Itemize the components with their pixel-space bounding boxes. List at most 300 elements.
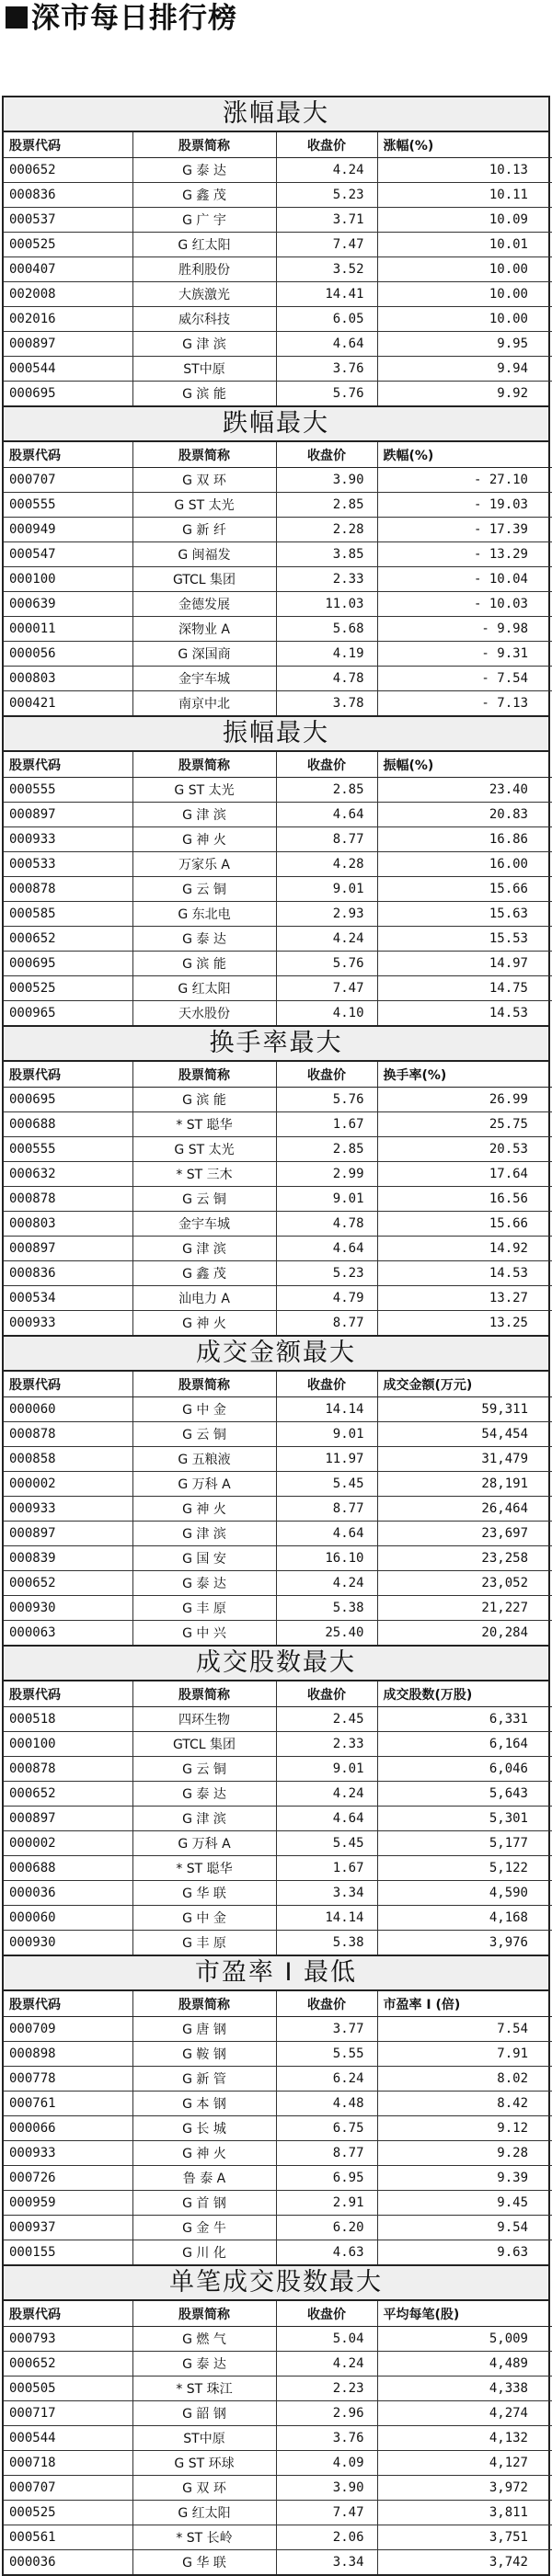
table-row xyxy=(4,307,552,332)
close-price-cell: 6.05 xyxy=(276,307,377,332)
stock-name-cell: G 云 铜 xyxy=(132,1757,276,1782)
column-header: 收盘价 xyxy=(276,1991,377,2017)
stock-name-cell: G 新 纤 xyxy=(132,518,276,542)
stock-name-cell: * ST 聪华 xyxy=(132,1856,276,1881)
metric-value-cell: 25.75 xyxy=(377,1112,552,1137)
section-title: 成交股数最大 xyxy=(4,1647,548,1681)
stock-code-cell: 000155 xyxy=(4,2240,132,2265)
column-header: 收盘价 xyxy=(276,1372,377,1397)
stock-code-cell: 000858 xyxy=(4,1447,132,1472)
table-row xyxy=(4,332,552,357)
close-price-cell: 2.23 xyxy=(276,2377,377,2401)
table-row xyxy=(4,2352,552,2377)
column-header: 收盘价 xyxy=(276,2301,377,2327)
close-price-cell: 9.01 xyxy=(276,1757,377,1782)
stock-code-cell: 000695 xyxy=(4,382,132,406)
table-row xyxy=(4,2191,552,2216)
stock-code-cell: 000652 xyxy=(4,2352,132,2377)
stock-name-cell: G 滨 能 xyxy=(132,382,276,406)
stock-name-cell: G 长 城 xyxy=(132,2116,276,2141)
stock-code-cell: 000544 xyxy=(4,2426,132,2451)
stock-code-cell: 000002 xyxy=(4,1831,132,1856)
close-price-cell: 4.64 xyxy=(276,1237,377,1261)
table-row xyxy=(4,1782,552,1807)
metric-value-cell: 13.27 xyxy=(377,1286,552,1311)
metric-value-cell: 10.09 xyxy=(377,208,552,233)
metric-value-cell: 15.66 xyxy=(377,877,552,902)
close-price-cell: 7.47 xyxy=(276,976,377,1001)
stock-name-cell: G 津 滨 xyxy=(132,332,276,357)
close-price-cell: 3.85 xyxy=(276,542,377,567)
close-price-cell: 14.14 xyxy=(276,1397,377,1422)
stock-code-cell: 000937 xyxy=(4,2216,132,2240)
stock-code-cell: 000066 xyxy=(4,2116,132,2141)
stock-code-cell: 000534 xyxy=(4,1286,132,1311)
section-title: 涨幅最大 xyxy=(4,97,548,132)
table-row xyxy=(4,976,552,1001)
close-price-cell: 7.47 xyxy=(276,233,377,257)
column-header: 市盈率 I (倍) xyxy=(377,1991,552,2017)
stock-code-cell: 000933 xyxy=(4,827,132,852)
table-row xyxy=(4,2116,552,2141)
metric-value-cell: 3,742 xyxy=(489,2555,528,2570)
stock-code-cell: 000421 xyxy=(4,691,132,716)
stock-code-cell: 000525 xyxy=(4,233,132,257)
close-price-cell: 4.24 xyxy=(276,1571,377,1596)
metric-value-cell: 8.02 xyxy=(377,2067,552,2092)
close-price-cell: 2.33 xyxy=(276,1732,377,1757)
table-row xyxy=(4,1807,552,1831)
stock-code-cell: 000547 xyxy=(4,542,132,567)
stock-code-cell: 000930 xyxy=(4,1931,132,1955)
stock-name-cell: 金宇车城 xyxy=(132,1212,276,1237)
metric-value-cell: 14.75 xyxy=(377,976,552,1001)
stock-name-cell: G 津 滨 xyxy=(132,803,276,827)
ranking-section xyxy=(2,96,550,405)
section-title: 市盈率 I 最低 xyxy=(4,1956,548,1991)
close-price-cell: 14.41 xyxy=(276,282,377,307)
stock-name-cell: GTCL 集团 xyxy=(132,567,276,592)
close-price-cell: 4.10 xyxy=(276,1001,377,1026)
table-row xyxy=(4,1856,552,1881)
table-row xyxy=(4,1497,552,1522)
table-row xyxy=(4,1162,552,1187)
stock-code-cell: 000652 xyxy=(4,1782,132,1807)
table-row xyxy=(4,1088,552,1112)
metric-value-cell: 10.01 xyxy=(377,233,552,257)
stock-name-cell: G 丰 原 xyxy=(132,1596,276,1621)
stock-code-cell: 000898 xyxy=(4,2042,132,2067)
metric-value-cell: 4,168 xyxy=(377,1906,552,1931)
metric-value-cell: 9.12 xyxy=(377,2116,552,2141)
stock-code-cell: 000897 xyxy=(4,1807,132,1831)
stock-code-cell: 000878 xyxy=(4,1187,132,1212)
stock-code-cell: 000709 xyxy=(4,2017,132,2042)
table-row xyxy=(4,1237,552,1261)
close-price-cell: 4.24 xyxy=(276,927,377,952)
metric-value-cell: 4,590 xyxy=(377,1881,552,1906)
metric-value-cell: 10.00 xyxy=(377,257,552,282)
close-price-cell: 4.64 xyxy=(276,1807,377,1831)
stock-name-cell: 金宇车城 xyxy=(132,667,276,691)
stock-name-cell: G 万科 A xyxy=(132,1831,276,1856)
stock-code-cell: 000537 xyxy=(4,208,132,233)
stock-name-cell: 金德发展 xyxy=(132,592,276,617)
stock-code-cell: 000933 xyxy=(4,1311,132,1336)
stock-code-cell: 000718 xyxy=(4,2451,132,2476)
metric-value-cell: 26.99 xyxy=(377,1088,552,1112)
close-price-cell: 2.85 xyxy=(276,1137,377,1162)
close-price-cell: 16.10 xyxy=(276,1546,377,1571)
stock-code-cell: 000533 xyxy=(4,852,132,877)
table-row xyxy=(4,382,552,406)
column-header: 股票简称 xyxy=(132,1991,276,2017)
stock-code-cell: 000555 xyxy=(4,493,132,518)
close-price-cell: 2.85 xyxy=(276,778,377,803)
close-price-cell: 8.77 xyxy=(276,1311,377,1336)
column-header: 股票简称 xyxy=(132,2301,276,2327)
metric-value-cell: 10.00 xyxy=(377,282,552,307)
ranking-table xyxy=(4,442,552,715)
column-header: 股票简称 xyxy=(132,132,276,158)
section-title: 单笔成交股数最大 xyxy=(4,2266,548,2301)
section-title: 振幅最大 xyxy=(4,717,548,752)
table-row xyxy=(4,2092,552,2116)
metric-value-cell: 3,976 xyxy=(489,1935,528,1950)
metric-value-cell: 7.91 xyxy=(377,2042,552,2067)
close-price-cell: 3.77 xyxy=(276,2017,377,2042)
metric-value-cell: 4,132 xyxy=(377,2426,552,2451)
metric-value-cell: 5,301 xyxy=(377,1807,552,1831)
stock-name-cell: 大族激光 xyxy=(132,282,276,307)
close-price-cell: 3.34 xyxy=(276,2550,377,2575)
close-price-cell: 2.99 xyxy=(276,1162,377,1187)
stock-code-cell: 000002 xyxy=(4,1472,132,1497)
ranking-section xyxy=(2,1645,550,1955)
stock-name-cell: G 泰 达 xyxy=(132,1571,276,1596)
stock-name-cell: * ST 长岭 xyxy=(132,2525,276,2550)
stock-code-cell: 000652 xyxy=(4,158,132,183)
close-price-cell: 5.76 xyxy=(276,952,377,976)
close-price-cell: 4.64 xyxy=(276,332,377,357)
close-price-cell: 3.76 xyxy=(276,2426,377,2451)
stock-name-cell: * ST 珠江 xyxy=(132,2377,276,2401)
stock-name-cell: G 闽福发 xyxy=(132,542,276,567)
stock-name-cell: G 云 铜 xyxy=(132,1422,276,1447)
metric-value-cell: - 19.03 xyxy=(377,493,552,518)
table-row xyxy=(4,567,552,592)
column-header: 换手率(%) xyxy=(377,1062,552,1088)
table-row xyxy=(4,803,552,827)
stock-name-cell: G 国 安 xyxy=(132,1546,276,1571)
close-price-cell: 5.23 xyxy=(276,183,377,208)
table-row xyxy=(4,1831,552,1856)
table-row xyxy=(4,158,552,183)
column-header: 股票代码 xyxy=(4,1681,132,1707)
ranking-sections xyxy=(2,96,550,2576)
table-row xyxy=(4,2451,552,2476)
metric-value-cell: 14.97 xyxy=(377,952,552,976)
table-row xyxy=(4,2501,552,2525)
metric-value-cell: 9.45 xyxy=(377,2191,552,2216)
column-header: 股票简称 xyxy=(132,752,276,778)
table-header-row xyxy=(4,442,552,468)
stock-code-cell: 000930 xyxy=(4,1596,132,1621)
metric-value-cell: 5,009 xyxy=(377,2327,552,2352)
table-row xyxy=(4,2042,552,2067)
stock-name-cell: G 首 钢 xyxy=(132,2191,276,2216)
stock-code-cell: 000897 xyxy=(4,803,132,827)
table-row xyxy=(4,592,552,617)
metric-value-cell: 3,751 xyxy=(377,2525,552,2550)
stock-name-cell: 南京中北 xyxy=(132,691,276,716)
stock-name-cell: G 滨 能 xyxy=(132,1088,276,1112)
stock-name-cell: G 神 火 xyxy=(132,2141,276,2166)
stock-name-cell: G 泰 达 xyxy=(132,1782,276,1807)
stock-code-cell: 000525 xyxy=(4,2501,132,2525)
metric-value-cell: 14.53 xyxy=(377,1261,552,1286)
table-row xyxy=(4,667,552,691)
table-row xyxy=(4,1707,552,1732)
stock-name-cell: G 云 铜 xyxy=(132,1187,276,1212)
ranking-table xyxy=(4,1681,552,1955)
table-row xyxy=(4,1187,552,1212)
column-header: 股票代码 xyxy=(4,1991,132,2017)
stock-code-cell: 000056 xyxy=(4,642,132,667)
metric-value-cell: 6,164 xyxy=(377,1732,552,1757)
table-row xyxy=(4,1422,552,1447)
metric-value-cell: 26,464 xyxy=(377,1497,552,1522)
stock-name-cell: * ST 三木 xyxy=(132,1162,276,1187)
table-row xyxy=(4,468,552,493)
stock-name-cell: G 丰 原 xyxy=(132,1931,276,1955)
close-price-cell: 2.85 xyxy=(276,493,377,518)
stock-name-cell: G 中 金 xyxy=(132,1397,276,1422)
metric-value-cell: 20.83 xyxy=(377,803,552,827)
close-price-cell: 2.06 xyxy=(276,2525,377,2550)
stock-code-cell: 000585 xyxy=(4,902,132,927)
stock-code-cell: 000726 xyxy=(4,2166,132,2191)
close-price-cell: 2.91 xyxy=(276,2191,377,2216)
ranking-table xyxy=(4,1991,552,2264)
metric-value-cell: 20,284 xyxy=(481,1625,528,1640)
close-price-cell: 25.40 xyxy=(276,1621,377,1646)
close-price-cell: 8.77 xyxy=(276,2141,377,2166)
close-price-cell: 1.67 xyxy=(276,1856,377,1881)
metric-value-cell: 9.63 xyxy=(497,2245,528,2260)
stock-name-cell: G 东北电 xyxy=(132,902,276,927)
metric-value-cell: 9.92 xyxy=(497,386,528,401)
table-row xyxy=(4,1286,552,1311)
metric-value-cell: 59,311 xyxy=(377,1397,552,1422)
stock-code-cell: 000011 xyxy=(4,617,132,642)
table-header-row xyxy=(4,2301,552,2327)
stock-code-cell: 000695 xyxy=(4,952,132,976)
stock-name-cell: G 华 联 xyxy=(132,1881,276,1906)
stock-name-cell: G 新 管 xyxy=(132,2067,276,2092)
column-header: 涨幅(%) xyxy=(377,132,552,158)
stock-name-cell: G 中 金 xyxy=(132,1906,276,1931)
table-row xyxy=(4,257,552,282)
close-price-cell: 4.79 xyxy=(276,1286,377,1311)
table-row xyxy=(4,2377,552,2401)
close-price-cell: 5.76 xyxy=(276,382,377,406)
stock-name-cell: G 津 滨 xyxy=(132,1522,276,1546)
metric-value-cell: 5,122 xyxy=(377,1856,552,1881)
ranking-section xyxy=(2,2264,550,2576)
table-row xyxy=(4,852,552,877)
column-header: 股票代码 xyxy=(4,1062,132,1088)
column-header: 收盘价 xyxy=(276,1681,377,1707)
close-price-cell: 3.90 xyxy=(276,2476,377,2501)
stock-name-cell: G 万科 A xyxy=(132,1472,276,1497)
close-price-cell: 11.97 xyxy=(276,1447,377,1472)
close-price-cell: 2.45 xyxy=(276,1707,377,1732)
close-price-cell: 6.20 xyxy=(276,2216,377,2240)
close-price-cell: 11.03 xyxy=(276,592,377,617)
table-row xyxy=(4,877,552,902)
column-header: 收盘价 xyxy=(276,752,377,778)
stock-name-cell: G 金 牛 xyxy=(132,2216,276,2240)
table-header-row xyxy=(4,1372,552,1397)
close-price-cell: 3.76 xyxy=(276,357,377,382)
metric-value-cell: 9.39 xyxy=(377,2166,552,2191)
stock-code-cell: 000878 xyxy=(4,877,132,902)
table-row xyxy=(4,2550,552,2575)
close-price-cell: 7.47 xyxy=(276,2501,377,2525)
metric-value-cell: 23,258 xyxy=(377,1546,552,1571)
stock-code-cell: 002008 xyxy=(4,282,132,307)
metric-value-cell: - 9.98 xyxy=(377,617,552,642)
metric-value-cell: - 27.10 xyxy=(377,468,552,493)
metric-value-cell: 4,274 xyxy=(377,2401,552,2426)
close-price-cell: 5.04 xyxy=(276,2327,377,2352)
stock-name-cell: G 鑫 茂 xyxy=(132,183,276,208)
ranking-section xyxy=(2,405,550,715)
page-title: 深市每日排行榜 xyxy=(31,2,237,35)
stock-code-cell: 000803 xyxy=(4,667,132,691)
column-header: 股票代码 xyxy=(4,752,132,778)
stock-code-cell: 000407 xyxy=(4,257,132,282)
close-price-cell: 4.24 xyxy=(276,158,377,183)
metric-value-cell: 16.56 xyxy=(377,1187,552,1212)
section-title: 成交金额最大 xyxy=(4,1337,548,1372)
table-row xyxy=(4,2141,552,2166)
table-row xyxy=(4,1137,552,1162)
metric-value-cell: 6,331 xyxy=(377,1707,552,1732)
table-row xyxy=(4,1931,552,1955)
close-price-cell: 4.78 xyxy=(276,1212,377,1237)
metric-value-cell: - 7.13 xyxy=(481,696,528,711)
metric-value-cell: 6,046 xyxy=(377,1757,552,1782)
metric-value-cell: 23,052 xyxy=(377,1571,552,1596)
stock-code-cell: 000688 xyxy=(4,1856,132,1881)
close-price-cell: 5.45 xyxy=(276,1831,377,1856)
column-header: 股票代码 xyxy=(4,1372,132,1397)
stock-code-cell: 000100 xyxy=(4,567,132,592)
stock-name-cell: G ST 太光 xyxy=(132,493,276,518)
stock-name-cell: G 津 滨 xyxy=(132,1237,276,1261)
stock-name-cell: G 双 环 xyxy=(132,2476,276,2501)
close-price-cell: 6.24 xyxy=(276,2067,377,2092)
table-row xyxy=(4,1906,552,1931)
metric-value-cell: - 10.03 xyxy=(377,592,552,617)
metric-value-cell: 54,454 xyxy=(377,1422,552,1447)
column-header: 成交金额(万元) xyxy=(377,1372,552,1397)
stock-code-cell: 000959 xyxy=(4,2191,132,2216)
stock-name-cell: G 红太阳 xyxy=(132,233,276,257)
column-header: 股票简称 xyxy=(132,1681,276,1707)
column-header: 成交股数(万股) xyxy=(377,1681,552,1707)
stock-name-cell: 汕电力 A xyxy=(132,1286,276,1311)
table-row xyxy=(4,2476,552,2501)
close-price-cell: 2.28 xyxy=(276,518,377,542)
table-row xyxy=(4,1261,552,1286)
close-price-cell: 2.93 xyxy=(276,902,377,927)
table-row xyxy=(4,902,552,927)
close-price-cell: 4.63 xyxy=(276,2240,377,2265)
table-row xyxy=(4,2017,552,2042)
table-row xyxy=(4,2401,552,2426)
stock-code-cell: 000949 xyxy=(4,518,132,542)
close-price-cell: 4.19 xyxy=(276,642,377,667)
column-header: 股票简称 xyxy=(132,1372,276,1397)
stock-name-cell: G 川 化 xyxy=(132,2240,276,2265)
column-header: 跌幅(%) xyxy=(377,442,552,468)
stock-name-cell: G 华 联 xyxy=(132,2550,276,2575)
column-header: 振幅(%) xyxy=(377,752,552,778)
section-title: 换手率最大 xyxy=(4,1027,548,1062)
metric-value-cell: 31,479 xyxy=(377,1447,552,1472)
table-header-row xyxy=(4,1991,552,2017)
table-row xyxy=(4,1881,552,1906)
metric-value-cell: 7.54 xyxy=(377,2017,552,2042)
table-row xyxy=(4,1621,552,1646)
close-price-cell: 4.78 xyxy=(276,667,377,691)
stock-code-cell: 000632 xyxy=(4,1162,132,1187)
close-price-cell: 5.76 xyxy=(276,1088,377,1112)
table-row xyxy=(4,2327,552,2352)
stock-code-cell: 000505 xyxy=(4,2377,132,2401)
stock-code-cell: 000897 xyxy=(4,332,132,357)
close-price-cell: 9.01 xyxy=(276,1422,377,1447)
stock-code-cell: 000525 xyxy=(4,976,132,1001)
metric-value-cell: 9.95 xyxy=(377,332,552,357)
stock-code-cell: 000060 xyxy=(4,1397,132,1422)
stock-code-cell: 000933 xyxy=(4,1497,132,1522)
stock-code-cell: 000897 xyxy=(4,1237,132,1261)
stock-name-cell: G 中 兴 xyxy=(132,1621,276,1646)
close-price-cell: 8.77 xyxy=(276,827,377,852)
ranking-section xyxy=(2,1335,550,1645)
stock-name-cell: G ST 太光 xyxy=(132,778,276,803)
table-row xyxy=(4,1212,552,1237)
table-header-row xyxy=(4,1062,552,1088)
stock-name-cell: G 鞍 钢 xyxy=(132,2042,276,2067)
close-price-cell: 4.24 xyxy=(276,2352,377,2377)
table-row xyxy=(4,1001,552,1026)
stock-code-cell: 000803 xyxy=(4,1212,132,1237)
close-price-cell: 5.23 xyxy=(276,1261,377,1286)
stock-code-cell: 000897 xyxy=(4,1522,132,1546)
table-header-row xyxy=(4,132,552,158)
metric-value-cell: 9.94 xyxy=(377,357,552,382)
stock-code-cell: 000839 xyxy=(4,1546,132,1571)
stock-name-cell: G 韶 钢 xyxy=(132,2401,276,2426)
metric-value-cell: 16.00 xyxy=(377,852,552,877)
metric-value-cell: 8.42 xyxy=(377,2092,552,2116)
stock-name-cell: G 深国商 xyxy=(132,642,276,667)
